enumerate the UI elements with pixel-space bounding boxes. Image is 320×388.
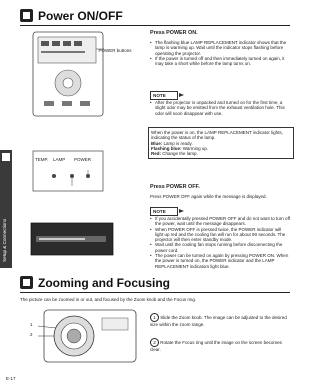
- step-2: [150, 338, 290, 352]
- section1-title: Power ON/OFF: [38, 9, 123, 23]
- note-badge: [150, 207, 178, 216]
- status-intro: When the power is on, the LAMP REPLACEMENT indicator lights, indicating the status of the lamp.: [151, 130, 283, 141]
- remote-control-figure: [32, 31, 104, 117]
- note-label: NOTE: [153, 93, 166, 98]
- page-number: E-17: [6, 376, 16, 381]
- section-icon: [20, 276, 33, 289]
- power-indicator-label: POWER: [74, 157, 92, 162]
- power-on-bullets: [150, 40, 290, 66]
- step-number: 1: [150, 313, 159, 322]
- power-off-text: Press POWER OFF again while the message is displayed.: [150, 194, 267, 199]
- section2-title: Zooming and Focusing: [38, 276, 170, 290]
- note-on-bullets: [150, 100, 290, 116]
- list-item: • When POWER OFF is pressed twice, the POWER indicator will light up red and the cooling fan will run for about 90 seconds. The projector will then enter standby mode.: [150, 227, 290, 243]
- projector-lens-figure: [34, 306, 138, 364]
- status-text: Change the lamp.: [162, 151, 198, 157]
- list-item: • If you accidentally pressed POWER OFF and do not want to turn off the power, wait until the message disappears.: [150, 216, 290, 227]
- callout-2: 2: [30, 332, 33, 337]
- step-number: 2: [150, 338, 159, 347]
- list-item: • If the power is turned off and then immediately turned on again, it may take a short while before the lamp turns on.: [150, 56, 290, 67]
- note-label: NOTE: [153, 209, 166, 214]
- power-off-heading: Press POWER OFF.: [150, 184, 200, 190]
- temp-indicator-label: TEMP.: [35, 157, 49, 162]
- step-text: Rotate the Focus ring until the image on the screen becomes clear.: [150, 340, 282, 352]
- section2-intro: The picture can be zoomed in or out, and focused by the Zoom knob and the Focus ring.: [20, 297, 197, 302]
- section1-rule: [20, 25, 290, 26]
- status-text: Lamp is ready.: [163, 140, 193, 146]
- side-tab: [0, 150, 12, 268]
- list-item: • The flashing blue LAMP REPLACEMENT indicator shows that the lamp is warming up. Wait until the indicator stops flashing before operating the projector.: [150, 40, 290, 56]
- status-key: Flashing blue:: [151, 145, 182, 151]
- power-on-heading: Press POWER ON.: [150, 30, 198, 36]
- status-key: Red:: [151, 151, 161, 157]
- list-item: • After the projector is unpacked and turned on for the first time, a slight odor may be emitted from the exhaust ventilation hole. This odor will soon disappear with use.: [150, 100, 290, 116]
- step-text: Slide the Zoom knob. The image can be adjusted to the desired size within the zoom range.: [150, 315, 287, 327]
- lamp-status-box: [148, 127, 294, 159]
- list-item: • Wait until the cooling fan stops running before disconnecting the power cord.: [150, 242, 290, 253]
- power-buttons-callout: POWER buttons: [98, 48, 132, 53]
- list-item: • The power can be turned on again by pressing POWER ON. When the power is turned on, the POWER indicator and the LAMP REPLACEMENT indicators light blue.: [150, 253, 290, 269]
- lamp-indicator-label: LAMP: [53, 157, 66, 162]
- section-icon: [20, 9, 33, 22]
- callout-1: 1: [30, 322, 33, 327]
- side-tab-icon: [2, 153, 10, 161]
- status-line: [151, 151, 291, 156]
- note-off-bullets: [150, 216, 290, 269]
- status-key: Blue:: [151, 140, 163, 146]
- note-badge: [150, 91, 178, 100]
- side-tab-label: Setup & Connections: [2, 218, 7, 262]
- screen-message-figure: [30, 222, 114, 256]
- status-text: Warming up.: [182, 145, 209, 151]
- step-1: [150, 313, 290, 327]
- section2-rule: [20, 292, 290, 293]
